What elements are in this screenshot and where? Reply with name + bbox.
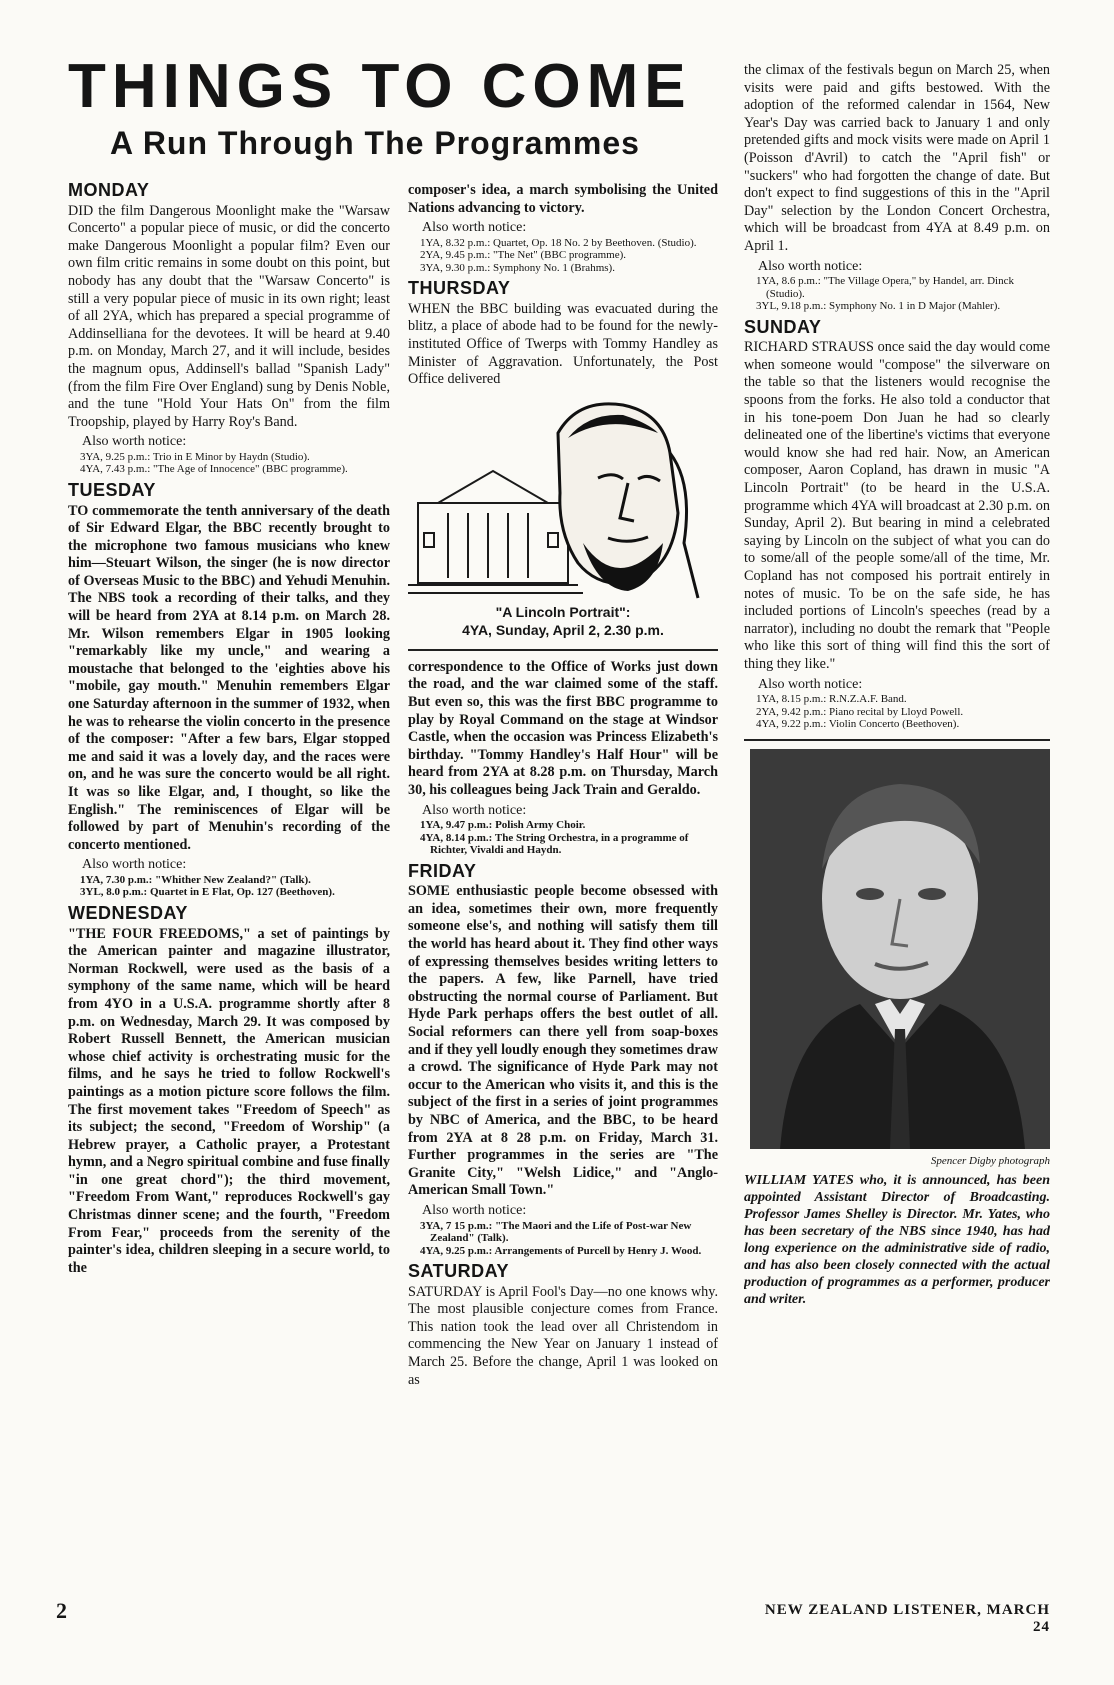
day-heading-saturday: SATURDAY (408, 1261, 510, 1282)
illustration-caption (408, 603, 718, 639)
worth-notice-list (408, 1220, 718, 1258)
list-item: 4YA, 9.22 p.m.: Violin Concerto (Beethoven). (756, 718, 960, 731)
white-house-drawing (408, 471, 583, 593)
page-title: THINGS TO COME (68, 52, 692, 121)
lincoln-face-drawing (558, 404, 698, 598)
saturday-article-continued: the climax of the festivals begun on March 25, when visits were paid and gifts bestowed. With the adoption of the reformed calendar in 1564, New Year's Day was carried back to January 1 and only pretended gifts and mock visits were made on April 1 (Poisson d'Avril) to catch the "April fish" or "suckers" who had forgotten the change of date. But don't expect to find suggestions of this in the "April Day" selection by the London Concert Orchestra, which will be broadcast from 4YA at 8.49 p.m. on April 1. (744, 62, 1050, 254)
tuesday-article: TO commemorate the tenth anniversary of the death of Sir Edward Elgar, the BBC recently brought to the microphone two famous musicians who knew him—Steuart Wilson, the singer (he is now director of Overseas Music to the BBC) and Yehudi Menuhin. The NBS took a recording of their talks, and they will be heard from 2YA at 8.14 p.m. on March 28. Mr. Wilson remembers Elgar in 1905 looking "remarkably like my uncle," and wearing a moustache that belonged to the 'eighties above his "mobile, gay mouth." Menuhin remembers Elgar one Saturday afternoon in the summer of 1932, when he was to rehearse the violin concerto in the presence of the composer: "After a few bars, Elgar stopped me and said it was a lovely day, and the races were on, and he was sure the concerto would be all right. It was so like Elgar, and, I thought, so like the English." The reminiscences of Elgar will be followed by part of Menuhin's recording of the concerto mentioned. (68, 502, 390, 853)
worth-notice-label: Also worth notice: (82, 434, 187, 450)
wednesday-article-continued: composer's idea, a march symbolising the United Nations advancing to victory. (408, 182, 718, 216)
worth-notice-list (408, 819, 718, 857)
friday-article: SOME enthusiastic people become obsessed with an idea, sometimes their own, more frequently someone else's, and nothing will satisfy them till the world has heard about it. They find other ways of expressing themselves besides writing letters to the papers. A few, like Parnell, have tried obstructing the normal course of Parliament. But Hyde Park perhaps offers the best outlet of all. Social reformers can there yell from soap-boxes and if they yell loudly enough they sometimes draw a crowd. The significance of Hyde Park may not occur to the American who visits it, and this is the subject of the first in a series of joint programmes by NBC of America, and the BBC, to be heard from 2YA at 8 28 p.m. on Friday, March 31. Further programmes in the series are "The Granite City," "Welsh Lidice," and "Anglo-American Small Town." (408, 883, 718, 1199)
monday-article: DID the film Dangerous Moonlight make the "Warsaw Concerto" a popular piece of music, or did the concerto make Dangerous Moonlight a popular film? Even our own film critic remains in some doubt on this point, but nobody has any doubt that the "Warsaw Concerto" is still a very popular piece of music in its own right; least of all 2YA, which has prepared a special programme of Addinselliana for the devotees. It will be heard at 9.40 p.m. on Monday, March 27, and it will include, besides the magnum opus, Addinsell's ballad "Spanish Lady" (from the film Fire Over England) sung by Denis Noble, and the tune "Hold Your Hats On" from the film Troopship, played by Harry Roy's Band. (68, 202, 390, 430)
day-heading-wednesday: WEDNESDAY (68, 902, 188, 923)
worth-notice-label: Also worth notice: (758, 258, 863, 274)
magazine-footer: NEW ZEALAND LISTENER, MARCH 24 (764, 1602, 1050, 1635)
list-item: 1YA, 9.47 p.m.: Polish Army Choir. (420, 819, 586, 832)
column-divider (744, 739, 1050, 741)
worth-notice-list (68, 451, 390, 476)
day-heading-friday: FRIDAY (408, 860, 477, 881)
worth-notice-label: Also worth notice: (758, 676, 863, 692)
list-item: 4YA, 9.25 p.m.: Arrangements of Purcell by Henry J. Wood. (420, 1244, 702, 1257)
caption-title: "A Lincoln Portrait": (495, 603, 631, 620)
day-heading-monday: MONDAY (68, 182, 150, 200)
page-number: 2 (56, 1598, 67, 1623)
list-item: 1YA, 7.30 p.m.: "Whither New Zealand?" (Talk). (80, 873, 311, 886)
list-item: 1YA, 8.15 p.m.: R.N.Z.A.F. Band. (756, 693, 907, 706)
list-item: 3YA, 9.25 p.m.: Trio in E Minor by Haydn (Studio). (80, 450, 310, 463)
list-item: 3YA, 9.30 p.m.: Symphony No. 1 (Brahms). (420, 261, 615, 274)
column-left (68, 182, 390, 1577)
photo-caption: WILLIAM YATES who, it is announced, has been appointed Assistant Director of Broadcasting. Professor James Shelley is Director. Mr. Yates, who has been secretary of the NBS since 1940, has had long experience on the administrative side of radio, and has also been closely connected with the actual production of programmes as a performer, producer and writer. (744, 1173, 1050, 1308)
worth-notice-label: Also worth notice: (422, 802, 527, 818)
day-heading-sunday: SUNDAY (744, 316, 822, 337)
worth-notice-list (408, 237, 718, 275)
day-heading-tuesday: TUESDAY (68, 479, 156, 500)
thursday-article: WHEN the BBC building was evacuated during the blitz, a place of abode had to be found for the newly-instituted Office of Twerps with Tommy Handley as Minister of Aggravation. Unfortunately, the Post Office delivered (408, 300, 718, 388)
wednesday-article: "THE FOUR FREEDOMS," a set of paintings by the American painter and magazine illustrator, Norman Rockwell, were used as the basis of a symphony of the same name, which will be heard from 4YO in a U.S.A. programme shortly after 8 p.m. on Wednesday, March 29. It was composed by Robert Russell Bennett, the American musician whose chief activity is orchestrating music for the films, and he says he tried to follow Rockwell's paintings as a motion picture score follows the film. The first movement takes "Freedom of Speech" as its subject; the second, "Freedom of Worship" (a Hebrew prayer, a Catholic prayer, a Protestant hymn, and a Negro spiritual combine and fuse finally "in one great chord"); the third movement, "Freedom From Want," reproduces Rockwell's gay Christmas dinner scene; and the fourth, "Freedom From Fear," proceeds from the serenity of the painter's idea, children sleeping in a secure world, to the (68, 925, 390, 1276)
list-item: 3YL, 8.0 p.m.: Quartet in E Flat, Op. 127 (Beethoven). (80, 886, 335, 899)
worth-notice-list (744, 693, 1050, 731)
column-divider (408, 649, 718, 651)
portrait-image (750, 749, 1050, 1149)
column-middle (408, 182, 718, 1577)
worth-notice-list (744, 275, 1050, 313)
list-item: 2YA, 9.45 p.m.: "The Net" (BBC programme). (420, 249, 627, 262)
day-heading-thursday: THURSDAY (408, 278, 511, 299)
lincoln-illustration (408, 393, 708, 603)
saturday-article: SATURDAY is April Fool's Day—no one knows why. The most plausible conjecture comes from France. This nation took the lead over all Christendom in commencing the New Year on January 1 instead of March 25. Before the change, April 1 was looked on as (408, 1283, 718, 1388)
list-item: 4YA, 7.43 p.m.: "The Age of Innocence" (BBC programme). (80, 463, 348, 476)
worth-notice-label: Also worth notice: (422, 220, 527, 236)
sunday-article: RICHARD STRAUSS once said the day would come when someone would "compose" the silverware on the table so that the listeners would recognise the spoons from the forks. He also told a conductor that in his tone-poem Don Juan he had so clearly delineated one of the libertine's victims that everyone would know she had red hair. Now, an American composer, Aaron Copland, has drawn in music "A Lincoln Portrait" (to be heard in the U.S.A. programme which 4YA will broadcast at 2.30 p.m. on Sunday, April 2). But bearing in mind a celebrated saying by Lincoln on the subject of what you can do to some/all of the people some/all of the time, Mr. Copland has not composed his portrait entirely in notes of music. To be on the safe side, he has included portions of Lincoln's speeches (read by a narrator), including no doubt the remark that "People who like this sort of thing will find this the sort of thing they like." (744, 339, 1050, 672)
caption-detail: 4YA, Sunday, April 2, 2.30 p.m. (462, 621, 664, 638)
list-item: 2YA, 9.42 p.m.: Piano recital by Lloyd Powell. (756, 705, 964, 718)
worth-notice-label: Also worth notice: (422, 1202, 527, 1218)
list-item: 4YA, 8.14 p.m.: The String Orchestra, in a programme of Richter, Vivaldi and Haydn. (420, 831, 689, 857)
list-item: 3YA, 7 15 p.m.: "The Maori and the Life of Post-war New Zealand" (Talk). (420, 1219, 692, 1245)
list-item: 1YA, 8.32 p.m.: Quartet, Op. 18 No. 2 by Beethoven. (Studio). (420, 236, 697, 249)
worth-notice-list (68, 874, 390, 899)
photo-credit: Spencer Digby photograph (930, 1154, 1050, 1167)
column-right (744, 62, 1050, 1582)
portrait-photo (750, 749, 1050, 1149)
page-subtitle: A Run Through The Programmes (110, 125, 640, 161)
list-item: 1YA, 8.6 p.m.: "The Village Opera," by Handel, arr. Dinck (Studio). (756, 275, 1015, 300)
list-item: 3YL, 9.18 p.m.: Symphony No. 1 in D Major (Mahler). (756, 300, 1001, 313)
worth-notice-label: Also worth notice: (82, 857, 187, 873)
thursday-article-continued: correspondence to the Office of Works just down the road, and the war claimed some of the staff. But even so, this was the first BBC programme to play by Royal Command on the stage at Windsor Castle, when the occasion was Princess Elizabeth's birthday. "Tommy Handley's Half Hour" will be heard from 2YA at 8.28 p.m. on Thursday, March 30, his colleagues being Jack Train and Geraldo. (408, 658, 718, 798)
